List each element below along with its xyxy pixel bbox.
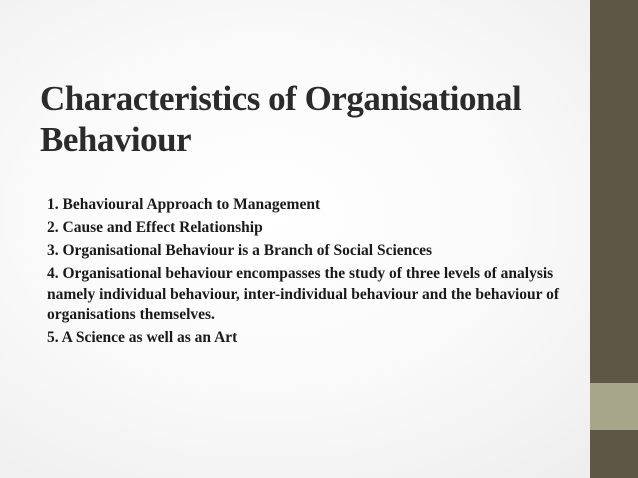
list-item-4: 4. Organisational behaviour encompasses the study of three levels of analysis namely individual behaviour, inter-individual behaviour and the behaviour of organisations themselves.: [47, 265, 560, 323]
slide-title: Characteristics of Organisational Behaviour: [40, 79, 522, 159]
list-item-3: 3. Organisational Behaviour is a Branch of Social Sciences: [47, 242, 433, 259]
bullet-list: [47, 195, 577, 351]
side-accent-decoration: [590, 383, 638, 430]
list-item-2: 2. Cause and Effect Relationship: [47, 219, 263, 236]
list-item-1: 1. Behavioural Approach to Management: [47, 196, 321, 213]
list-item-5: 5. A Science as well as an Art: [47, 329, 238, 346]
